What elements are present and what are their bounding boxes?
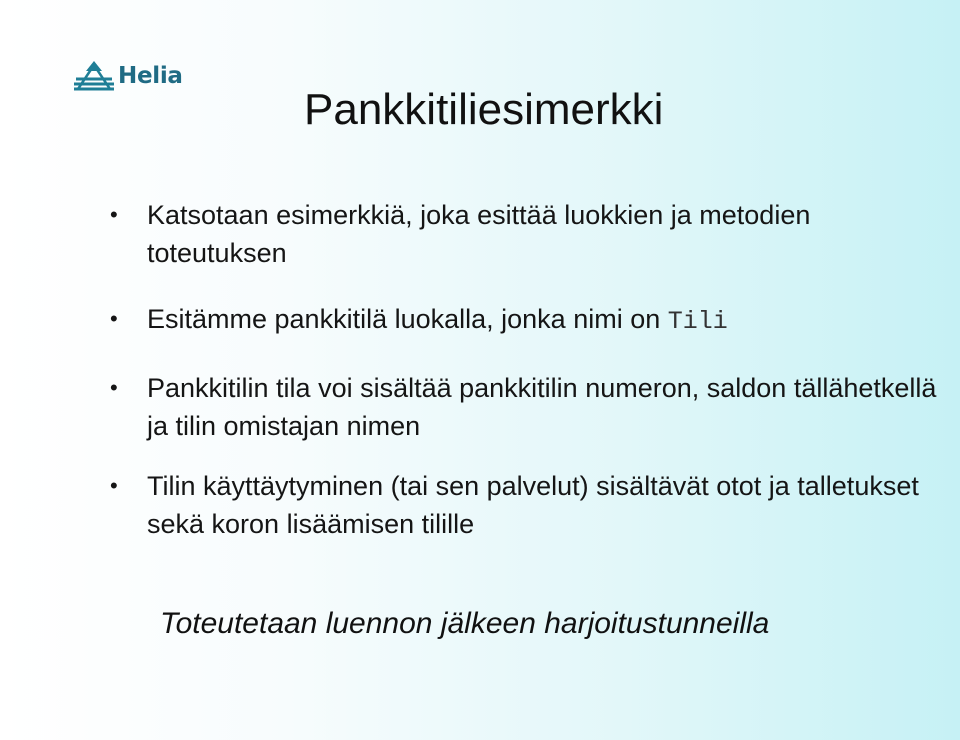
- bullet-item: [110, 369, 940, 445]
- bullet-text: Pankkitilin tila voi sisältää pankkitilin numeron, saldon tällähetkellä ja tilin omistajan nimen: [147, 373, 937, 441]
- bullet-item: [110, 300, 940, 341]
- bullet-text: Esitämme pankkitilä luokalla, jonka nimi on: [147, 304, 668, 334]
- bullet-dot-icon: •: [110, 375, 118, 400]
- bullet-text: Katsotaan esimerkkiä, joka esittää luokkien ja metodien toteutuksen: [147, 200, 811, 268]
- bullet-dot-icon: •: [110, 473, 118, 498]
- bullet-dot-icon: •: [110, 202, 118, 227]
- footer-note: Toteutetaan luennon jälkeen harjoitustunneilla: [160, 607, 770, 640]
- bullet-dot-icon: •: [110, 306, 118, 331]
- helia-logo: [74, 58, 183, 94]
- slide-title: Pankkitiliesimerkki: [304, 85, 664, 134]
- bullet-item: [110, 196, 940, 272]
- bullet-list: [110, 196, 940, 543]
- helia-logo-text: Helia: [118, 63, 183, 89]
- class-name-code: Tili: [667, 307, 728, 336]
- helia-logo-icon: [74, 59, 114, 93]
- bullet-text: Tilin käyttäytyminen (tai sen palvelut) sisältävät otot ja talletukset sekä koron lisäämisen tilille: [147, 471, 919, 539]
- bullet-item: [110, 467, 940, 543]
